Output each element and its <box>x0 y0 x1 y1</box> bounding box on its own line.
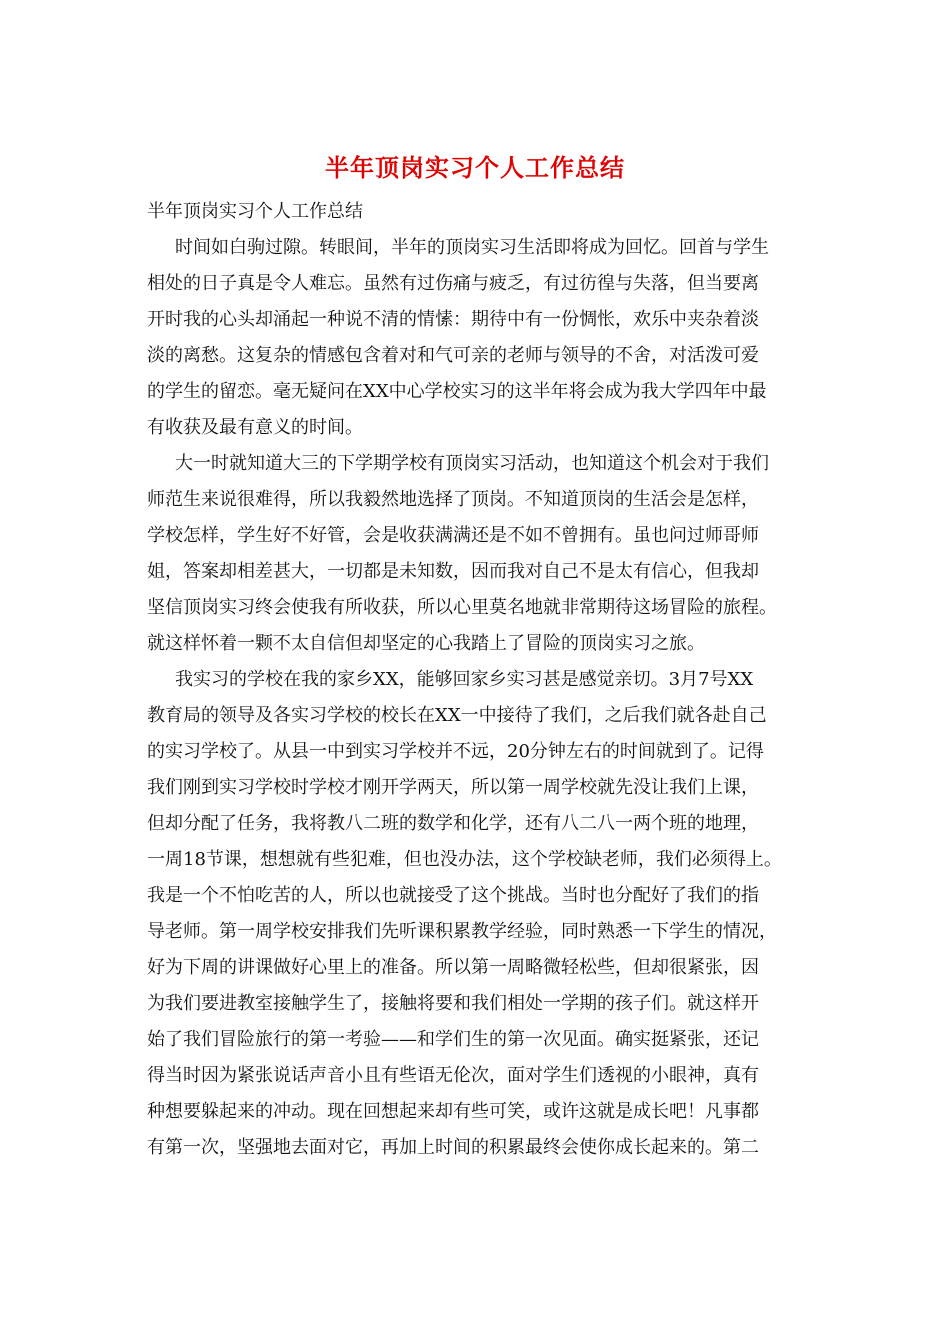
text-line: 我们刚到实习学校时学校才刚开学两天，所以第一周学校就先没让我们上课， <box>147 777 759 798</box>
text-line: 我实习的学校在我的家乡XX，能够回家乡实习甚是感觉亲切。3月7号XX <box>175 669 754 690</box>
text-line: 导老师。第一周学校安排我们先听课积累教学经验，同时熟悉一下学生的情况， <box>147 921 777 942</box>
text-line: 相处的日子真是令人难忘。虽然有过伤痛与疲乏，有过彷徨与失落，但当要离 <box>147 273 759 294</box>
text-line: 好为下周的讲课做好心里上的准备。所以第一周略微轻松些，但却很紧张，因 <box>147 957 759 978</box>
document-title: 半年顶岗实习个人工作总结 <box>325 153 625 182</box>
text-line: 的实习学校了。从县一中到实习学校并不远，20分钟左右的时间就到了。记得 <box>147 741 764 762</box>
text-line: 一周18节课，想想就有些犯难，但也没办法，这个学校缺老师，我们必须得上。 <box>147 849 782 870</box>
text-line: 得当时因为紧张说话声音小且有些语无伦次，面对学生们透视的小眼神，真有 <box>147 1065 759 1086</box>
text-line: 大一时就知道大三的下学期学校有顶岗实习活动，也知道这个机会对于我们 <box>175 453 769 474</box>
text-line: 开时我的心头却涌起一种说不清的情愫：期待中有一份惆怅，欢乐中夹杂着淡 <box>147 309 759 330</box>
text-line: 淡的离愁。这复杂的情感包含着对和气可亲的老师与领导的不舍，对活泼可爱 <box>147 345 759 366</box>
text-line: 就这样怀着一颗不太自信但却坚定的心我踏上了冒险的顶岗实习之旅。 <box>147 633 705 654</box>
text-line: 教育局的领导及各实习学校的校长在XX一中接待了我们，之后我们就各赴自己 <box>147 705 767 726</box>
text-line: 时间如白驹过隙。转眼间，半年的顶岗实习生活即将成为回忆。回首与学生 <box>175 237 769 258</box>
text-line: 我是一个不怕吃苦的人，所以也就接受了这个挑战。当时也分配好了我们的指 <box>147 885 759 906</box>
text-line: 但却分配了任务，我将教八二班的数学和化学，还有八二八一两个班的地理， <box>147 813 759 834</box>
text-line: 学校怎样，学生好不好管，会是收获满满还是不如不曾拥有。虽也问过师哥师 <box>147 525 759 546</box>
text-line: 为我们要进教室接触学生了，接触将要和我们相处一学期的孩子们。就这样开 <box>147 993 759 1014</box>
text-line: 有收获及最有意义的时间。 <box>147 417 363 438</box>
text-line: 种想要躲起来的冲动。现在回想起来却有些可笑，或许这就是成长吧！凡事都 <box>147 1101 759 1122</box>
text-line: 坚信顶岗实习终会使我有所收获，所以心里莫名地就非常期待这场冒险的旅程。 <box>147 597 777 618</box>
text-line: 师范生来说很难得，所以我毅然地选择了顶岗。不知道顶岗的生活会是怎样， <box>147 489 759 510</box>
text-line: 始了我们冒险旅行的第一考验——和学们生的第一次见面。确实挺紧张，还记 <box>147 1029 759 1050</box>
text-line: 的学生的留恋。毫无疑问在XX中心学校实习的这半年将会成为我大学四年中最 <box>147 381 767 402</box>
text-line: 姐，答案却相差甚大，一切都是未知数，因而我对自己不是太有信心，但我却 <box>147 561 759 582</box>
document-subtitle: 半年顶岗实习个人工作总结 <box>147 201 363 222</box>
text-line: 有第一次，坚强地去面对它，再加上时间的积累最终会使你成长起来的。第二 <box>147 1137 759 1158</box>
